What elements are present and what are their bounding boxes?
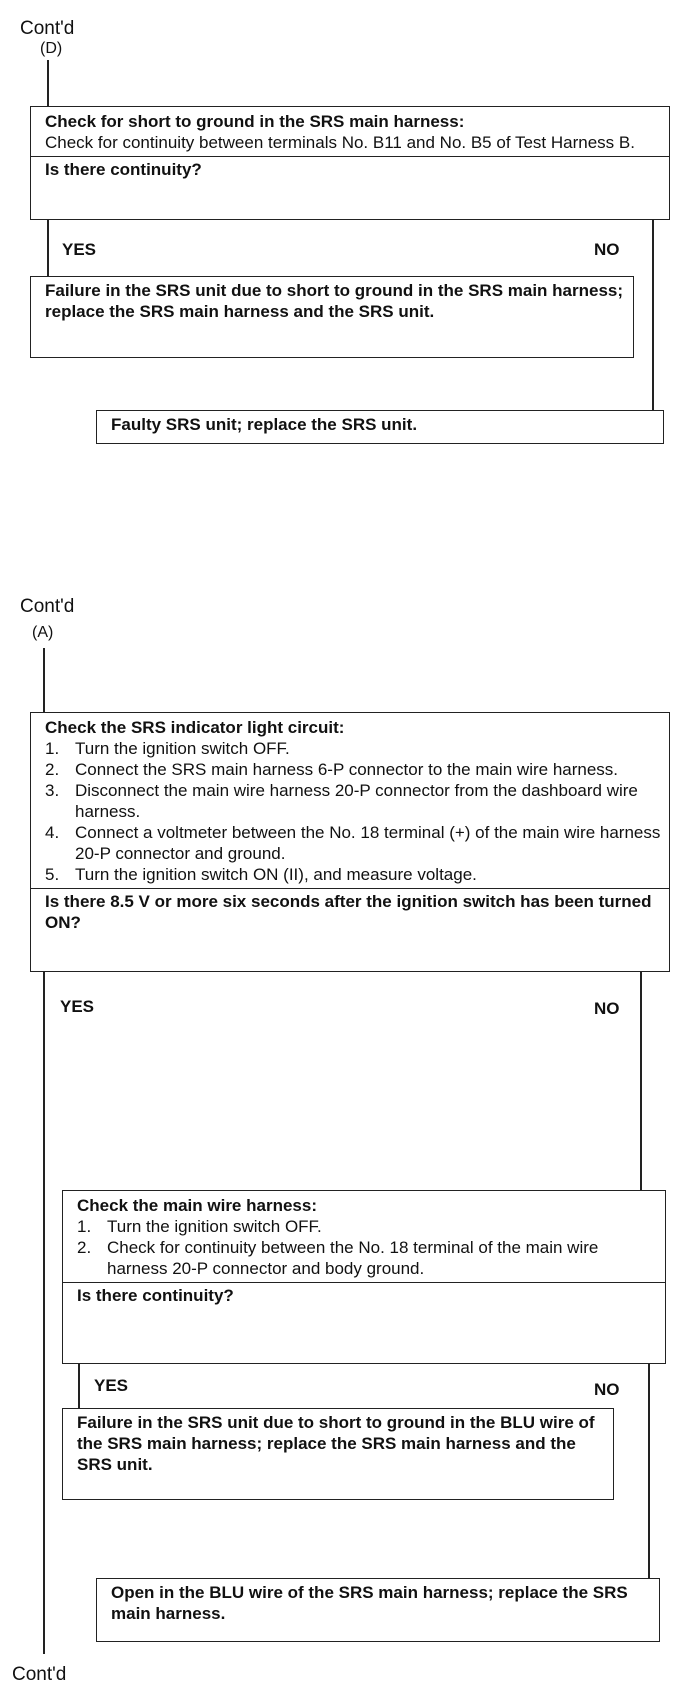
step-item: 1. Turn the ignition switch OFF. bbox=[45, 739, 290, 758]
ref-d-label: (D) bbox=[40, 40, 63, 57]
check-short-ground-text: Check for continuity between terminals No. B11 and No. B5 of Test Harness B. bbox=[45, 133, 635, 152]
no-label-a: NO bbox=[594, 999, 620, 1018]
yes-label-d: YES bbox=[62, 240, 97, 259]
step-item: 5. Turn the ignition switch ON (II), and measure voltage. bbox=[45, 865, 477, 884]
check-indicator-box bbox=[30, 712, 670, 972]
contd-label-mid: Cont'd bbox=[20, 596, 75, 617]
connector-a2-yes bbox=[78, 1364, 80, 1408]
connector-a2-no bbox=[648, 1364, 650, 1578]
yes2-result-box bbox=[62, 1408, 614, 1500]
connector-d-yes bbox=[47, 220, 49, 276]
check-short-ground-box bbox=[30, 106, 670, 220]
yes2-result-text: Failure in the SRS unit due to short to ground in the BLU wire of the SRS main harness; replace the SRS main harness and the SRS unit. bbox=[77, 1413, 595, 1474]
check-short-ground-question: Is there continuity? bbox=[31, 156, 669, 183]
check-indicator-steps bbox=[45, 738, 661, 885]
check-main-wire-title: Check the main wire harness: bbox=[77, 1196, 317, 1215]
no2-result-box bbox=[96, 1578, 660, 1642]
connector-d-top bbox=[47, 60, 49, 106]
yes-label-a: YES bbox=[60, 997, 95, 1016]
yes-result-d-box bbox=[30, 276, 634, 358]
ref-a-label: (A) bbox=[32, 624, 54, 641]
step-item: 2. Connect the SRS main harness 6-P connector to the main wire harness. bbox=[45, 760, 619, 779]
yes-label-a2: YES bbox=[94, 1376, 129, 1395]
no-label-a2: NO bbox=[594, 1380, 620, 1399]
step-item: 1. Turn the ignition switch OFF. bbox=[77, 1217, 322, 1236]
connector-a-no bbox=[640, 972, 642, 1190]
contd-label-bottom: Cont'd bbox=[12, 1664, 67, 1685]
no-label-d: NO bbox=[594, 240, 620, 259]
check-main-wire-question: Is there continuity? bbox=[63, 1282, 665, 1309]
check-main-wire-steps bbox=[77, 1216, 657, 1279]
check-indicator-title: Check the SRS indicator light circuit: bbox=[45, 718, 345, 737]
check-short-ground-title: Check for short to ground in the SRS main harness: bbox=[45, 112, 465, 131]
connector-d-no bbox=[652, 220, 654, 410]
check-main-wire-box bbox=[62, 1190, 666, 1364]
step-item: 4. Connect a voltmeter between the No. 18 terminal (+) of the main wire harness 20-P connector and ground. bbox=[45, 823, 661, 863]
no-result-d-box bbox=[96, 410, 664, 444]
check-indicator-question: Is there 8.5 V or more six seconds after the ignition switch has been turned ON? bbox=[31, 888, 669, 936]
no-result-d-text: Faulty SRS unit; replace the SRS unit. bbox=[111, 415, 418, 434]
connector-a-yes bbox=[43, 972, 45, 1654]
step-item: 2. Check for continuity between the No. 18 terminal of the main wire harness 20-P connector and body ground. bbox=[77, 1238, 599, 1278]
step-item: 3. Disconnect the main wire harness 20-P connector from the dashboard wire harness. bbox=[45, 781, 638, 821]
contd-label-top: Cont'd bbox=[20, 18, 75, 39]
yes-result-d-text: Failure in the SRS unit due to short to ground in the SRS main harness; replace the SRS main harness and the SRS unit. bbox=[45, 281, 624, 321]
connector-a-top bbox=[43, 648, 45, 712]
no2-result-text: Open in the BLU wire of the SRS main harness; replace the SRS main harness. bbox=[111, 1583, 628, 1623]
